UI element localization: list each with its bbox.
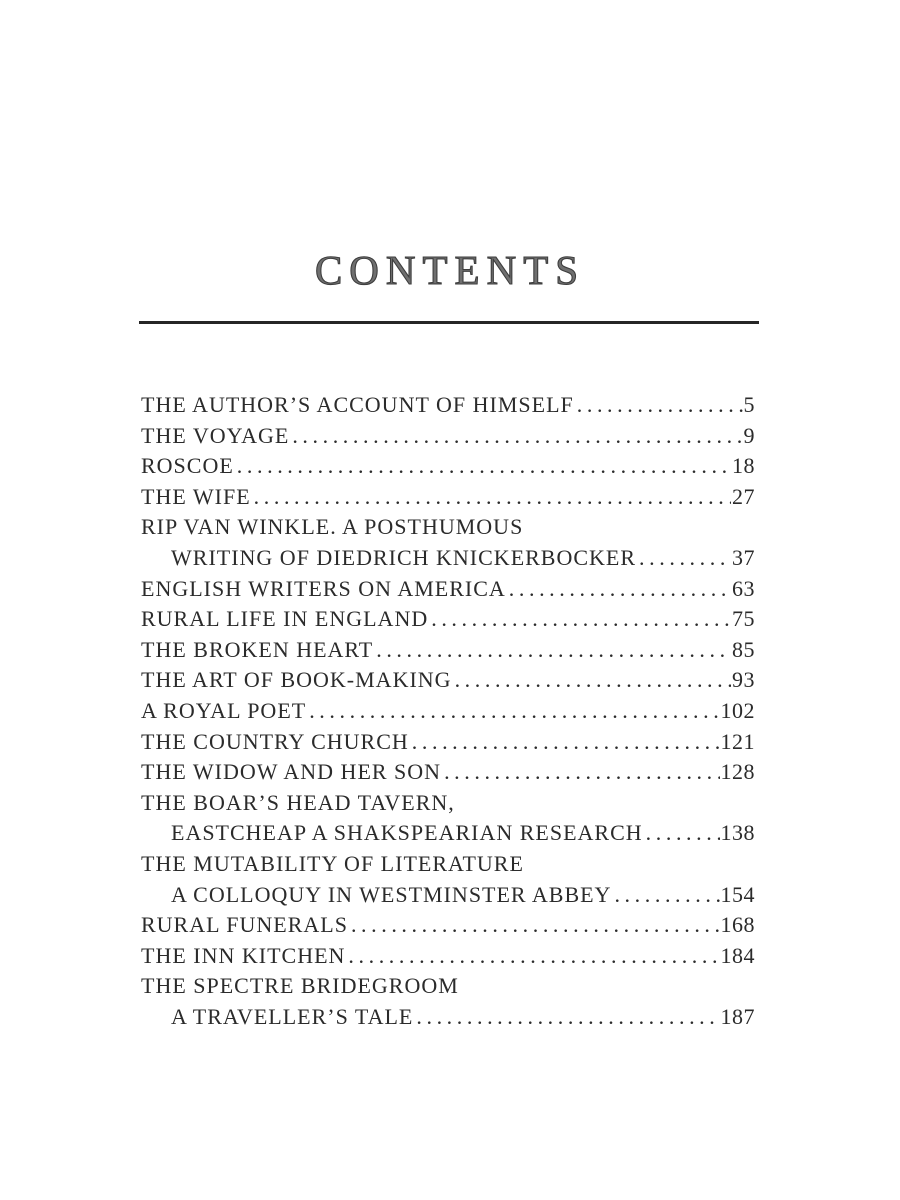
toc-entry-page-number: 9	[743, 422, 755, 448]
toc-entry-title: THE BOAR’S HEAD TAVERN,	[141, 789, 455, 815]
toc-row	[141, 512, 755, 543]
contents-title: CONTENTS	[314, 247, 586, 293]
toc-entry-title: THE SPECTRE BRIDEGROOM	[141, 973, 459, 999]
toc-entry-title: THE WIDOW AND HER SON	[141, 759, 442, 785]
dot-leader	[376, 635, 731, 666]
dot-leader	[577, 390, 743, 421]
toc-entry-title: RURAL LIFE IN ENGLAND	[141, 606, 429, 632]
toc-entry-page-number: 75	[732, 606, 755, 632]
toc-entry-page-number: 128	[720, 759, 755, 785]
toc-row	[141, 574, 755, 605]
dot-leader	[509, 574, 731, 605]
dot-leader	[412, 727, 720, 758]
dot-leader	[416, 1002, 719, 1033]
toc-row	[141, 604, 755, 635]
toc-row	[141, 543, 755, 574]
toc-entry-title: ROSCOE	[141, 453, 234, 479]
toc-row	[141, 1002, 755, 1033]
dot-leader	[348, 941, 719, 972]
toc-entry-page-number: 102	[720, 697, 755, 723]
toc-entry-page-number: 85	[732, 636, 755, 662]
toc-list	[141, 390, 755, 1032]
toc-entry-title: RURAL FUNERALS	[141, 912, 348, 938]
toc-row	[141, 757, 755, 788]
toc-entry-title: ENGLISH WRITERS ON AMERICA	[141, 575, 506, 601]
toc-entry-title: A TRAVELLER’S TALE	[171, 1003, 414, 1029]
toc-row	[141, 451, 755, 482]
toc-row	[141, 696, 755, 727]
toc-entry-title: A ROYAL POET	[141, 697, 307, 723]
toc-entry-page-number: 27	[732, 483, 755, 509]
dot-leader	[455, 665, 731, 696]
toc-row	[141, 482, 755, 513]
toc-entry-title: THE WIFE	[141, 483, 251, 509]
dot-leader	[431, 604, 731, 635]
toc-row	[141, 635, 755, 666]
dot-leader	[237, 451, 731, 482]
toc-entry-title: A COLLOQUY IN WESTMINSTER ABBEY	[171, 881, 612, 907]
toc-row	[141, 665, 755, 696]
toc-entry-page-number: 37	[732, 544, 755, 570]
title-divider-rule	[139, 321, 759, 324]
toc-entry-page-number: 138	[720, 820, 755, 846]
dot-leader	[292, 421, 742, 452]
toc-row	[141, 849, 755, 880]
dot-leader	[309, 696, 719, 727]
toc-entry-title: EASTCHEAP A SHAKSPEARIAN RESEARCH	[171, 820, 643, 846]
dot-leader	[254, 482, 731, 513]
toc-row	[141, 941, 755, 972]
dot-leader	[646, 818, 720, 849]
toc-row	[141, 727, 755, 758]
toc-entry-title: THE COUNTRY CHURCH	[141, 728, 409, 754]
toc-row	[141, 971, 755, 1002]
toc-entry-page-number: 5	[743, 392, 755, 417]
toc-entry-page-number: 168	[720, 912, 755, 938]
dot-leader	[351, 910, 720, 941]
toc-entry-title: THE ART OF BOOK-MAKING	[141, 667, 452, 693]
toc-entry-title: THE INN KITCHEN	[141, 942, 346, 968]
toc-row	[141, 818, 755, 849]
toc-entry-page-number: 18	[732, 453, 755, 479]
toc-row	[141, 390, 755, 421]
toc-entry-title: THE AUTHOR’S ACCOUNT OF HIMSELF	[141, 392, 574, 417]
toc-row	[141, 910, 755, 941]
dot-leader	[444, 757, 719, 788]
toc-entry-page-number: 184	[720, 942, 755, 968]
toc-entry-page-number: 93	[732, 667, 755, 693]
dot-leader	[639, 543, 731, 574]
toc-entry-page-number: 63	[732, 575, 755, 601]
toc-row	[141, 421, 755, 452]
dot-leader	[614, 880, 719, 911]
toc-entry-title: THE BROKEN HEART	[141, 636, 374, 662]
toc-entry-page-number: 121	[720, 728, 755, 754]
toc-entry-title: THE VOYAGE	[141, 422, 290, 448]
toc-row	[141, 788, 755, 819]
toc-row	[141, 880, 755, 911]
toc-entry-page-number: 187	[720, 1003, 755, 1029]
toc-entry-title: THE MUTABILITY OF LITERATURE	[141, 850, 524, 876]
toc-entry-page-number: 154	[720, 881, 755, 907]
toc-entry-title: WRITING OF DIEDRICH KNICKERBOCKER	[171, 544, 637, 570]
toc-entry-title: RIP VAN WINKLE. A POSTHUMOUS	[141, 514, 524, 540]
